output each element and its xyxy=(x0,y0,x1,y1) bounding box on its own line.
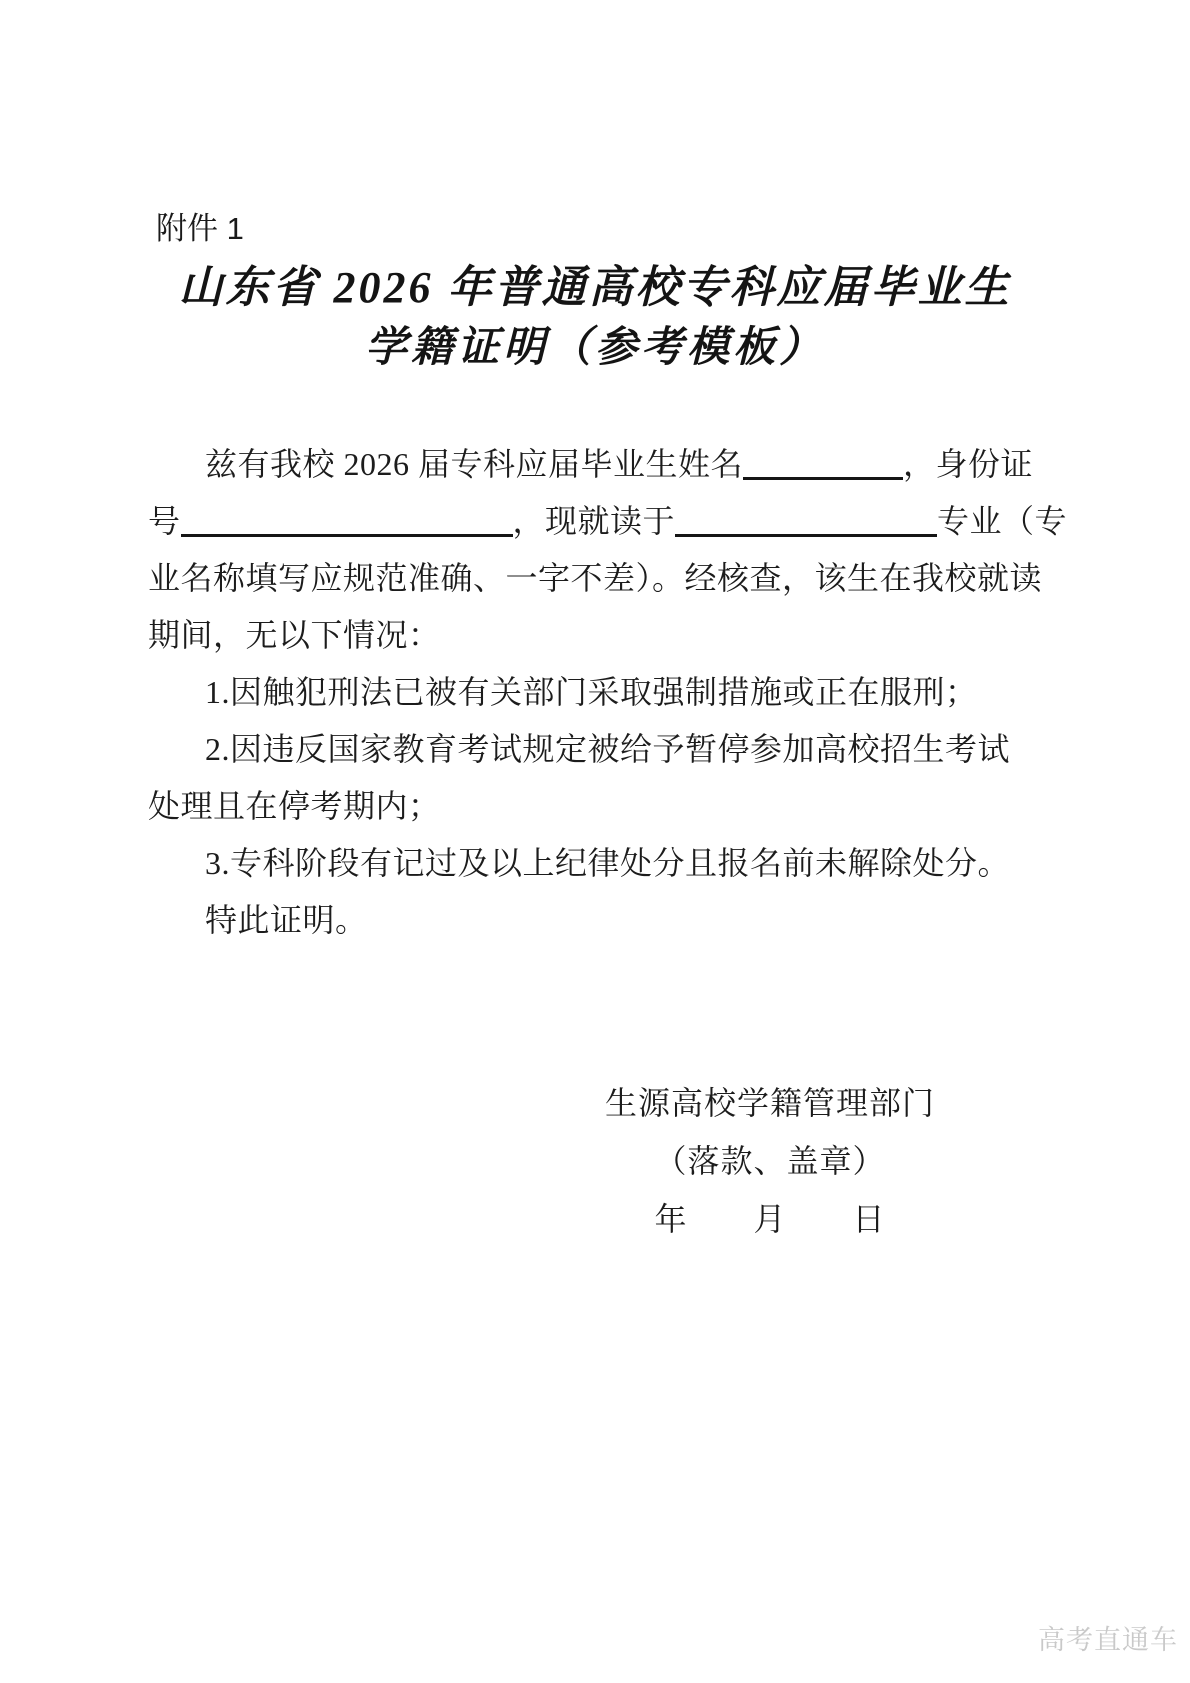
paragraph-line-2 xyxy=(148,493,1068,550)
body-text-intro: 兹有我校 2026 届专科应届毕业生姓名 xyxy=(205,446,744,482)
document-body xyxy=(148,436,1068,949)
paragraph-line-4: 期间，无以下情况： xyxy=(148,617,441,653)
idno-blank-field xyxy=(181,507,513,537)
body-text-idcard-label: ，身份证 xyxy=(903,446,1034,482)
title-line-1: 山东省 2026 年普通高校专科应届毕业生 xyxy=(178,263,1012,312)
list-item-2-line-1: 2.因违反国家教育考试规定被给予暂停参加高校招生考试 xyxy=(205,731,1011,767)
closing-statement: 特此证明。 xyxy=(205,902,368,938)
paragraph-line-1 xyxy=(148,436,1050,493)
list-item-2-line-2: 处理且在停考期内； xyxy=(148,788,441,824)
name-blank-field xyxy=(743,450,903,480)
watermark-text: 高考直通车 xyxy=(1038,1625,1178,1655)
signature-date-line: 年 月 日 xyxy=(654,1201,886,1237)
list-item-1: 1.因触犯刑法已被有关部门采取强制措施或正在服刑； xyxy=(205,674,978,710)
list-item-3: 3.专科阶段有记过及以上纪律处分且报名前未解除处分。 xyxy=(205,845,1011,881)
paragraph-line-3: 业名称填写应规范准确、一字不差）。经核查，该生在我校就读 xyxy=(148,560,1043,596)
document-title xyxy=(145,258,1045,378)
attachment-label: 附件 1 xyxy=(156,211,244,246)
signature-seal-note: （落款、盖章） xyxy=(654,1143,886,1179)
body-text-major-label: 专业（专 xyxy=(937,503,1068,539)
major-blank-field xyxy=(675,507,937,537)
body-text-studying-at: ，现就读于 xyxy=(512,503,676,539)
signature-department: 生源高校学籍管理部门 xyxy=(604,1085,935,1121)
signature-block xyxy=(540,1074,1000,1248)
title-line-2: 学籍证明（参考模板） xyxy=(364,325,825,371)
body-text-idno-label: 号 xyxy=(148,503,181,539)
